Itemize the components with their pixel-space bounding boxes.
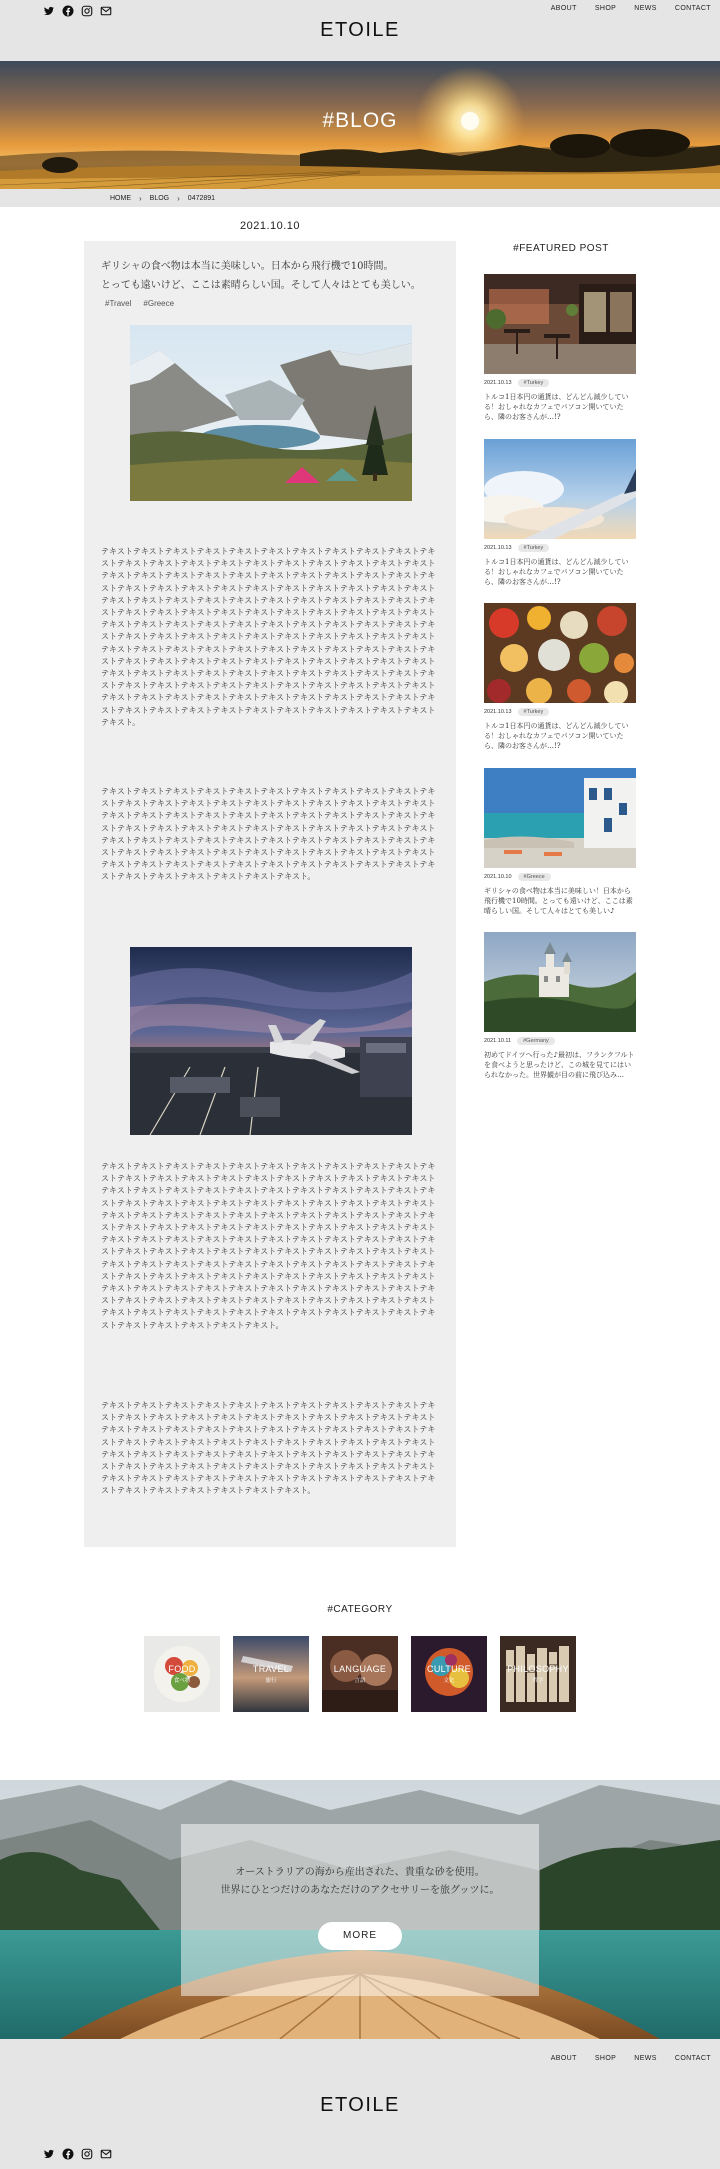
breadcrumb: [110, 194, 215, 203]
category-sub: 食べ物: [173, 1678, 191, 1684]
featured-date: 2021.10.11: [484, 1038, 512, 1044]
footer-nav: [551, 2055, 711, 2062]
category-sub: 哲学: [532, 1678, 544, 1684]
nav-shop[interactable]: SHOP: [594, 2055, 617, 2062]
site-footer: [0, 2039, 720, 2169]
featured-tag[interactable]: #Germany: [517, 1037, 555, 1045]
instagram-icon[interactable]: [80, 4, 93, 17]
twitter-icon[interactable]: [42, 4, 55, 17]
mail-icon[interactable]: [99, 4, 112, 17]
breadcrumb-home[interactable]: HOME: [110, 195, 131, 202]
article-paragraph: テキストテキストテキストテキストテキストテキストテキストテキストテキストテキストテキストテキストテキストテキストテキストテキストテキストテキストテキストテキストテキストテキストテキストテキストテキストテキストテキストテキストテキストテキストテキストテキストテキストテキストテキストテキストテキストテキストテキストテキストテキストテキストテキストテキストテキストテキストテキストテキストテキストテキストテキストテキストテキストテキストテキストテキストテキストテキストテキストテキストテキストテキストテキストテキストテキストテキストテキストテキストテキストテキストテキストテキストテキストテキストテキストテキストテキストテキストテキストテキスト。: [101, 787, 436, 882]
banner-overlay: [181, 1824, 539, 1996]
category-label: LANGUAGE: [333, 1664, 387, 1674]
featured-excerpt[interactable]: ギリシャの食べ物は本当に美味しい！日本から飛行機で10時間。とっても遠いけど、ここは素晴らしい国。そして人々はとても美しい♪: [484, 887, 633, 915]
hero-banner: [0, 61, 720, 189]
category-culture[interactable]: [411, 1636, 487, 1712]
featured-post-card[interactable]: [484, 932, 636, 1080]
featured-post-title: #FEATURED POST: [513, 243, 609, 254]
category-label: PHILOSOPHY: [507, 1664, 569, 1674]
footer-social-links: [42, 2147, 112, 2160]
category-language[interactable]: [322, 1636, 398, 1712]
twitter-icon[interactable]: [42, 2147, 55, 2160]
category-sub: 文化: [443, 1678, 455, 1684]
category-sub: 言語: [354, 1678, 366, 1684]
nav-news[interactable]: NEWS: [634, 2055, 657, 2062]
chevron-right-icon: ›: [139, 194, 142, 203]
breadcrumb-blog[interactable]: BLOG: [149, 195, 170, 202]
featured-meta: [484, 708, 636, 716]
nav-contact[interactable]: CONTACT: [674, 5, 711, 12]
facebook-icon[interactable]: [61, 2147, 74, 2160]
featured-tag[interactable]: #Greece: [518, 873, 551, 881]
greek-coast-image[interactable]: [484, 768, 636, 868]
nav-about[interactable]: ABOUT: [550, 5, 577, 12]
social-links: [42, 4, 112, 17]
article-paragraph: テキストテキストテキストテキストテキストテキストテキストテキストテキストテキストテキストテキストテキストテキストテキストテキストテキストテキストテキストテキストテキストテキストテキストテキストテキストテキストテキストテキストテキストテキストテキストテキストテキストテキストテキストテキストテキストテキストテキストテキストテキストテキストテキストテキストテキストテキストテキストテキストテキストテキストテキストテキストテキストテキストテキストテキストテキストテキストテキストテキストテキストテキストテキストテキストテキストテキストテキストテキストテキストテキストテキストテキストテキストテキストテキストテキストテキストテキストテキストテキストテキストテキストテキストテキストテキストテキストテキストテキストテキストテキストテキストテキストテキストテキストテキストテキストテキストテキストテキストテキストテキストテキストテキストテキストテキストテキストテキストテキストテキストテキストテキストテキストテキストテキストテキストテキストテキストテキストテキストテキストテキストテキストテキストテキストテキストテキストテキストテキストテキストテキストテキストテキストテキストテキストテキストテキストテキストテキストテキストテキストテキストテキストテキストテキストテキストテキストテキストテキスト。: [101, 547, 436, 727]
chevron-right-icon: ›: [177, 194, 180, 203]
airport-sunset-image: [130, 947, 412, 1135]
lead-line-2: とっても遠いけど、ここは素晴らしい国。そして人々はとても美しい。: [101, 280, 421, 291]
featured-post-card[interactable]: [484, 439, 636, 587]
tag-greece[interactable]: #Greece: [143, 299, 175, 308]
featured-date: 2021.10.10: [484, 874, 512, 880]
featured-meta: [484, 544, 636, 552]
food-platter-image[interactable]: [484, 603, 636, 703]
category-label: TRAVEL: [252, 1664, 290, 1674]
nav-about[interactable]: ABOUT: [550, 2055, 577, 2062]
facebook-icon[interactable]: [61, 4, 74, 17]
top-nav: [551, 5, 711, 12]
featured-post-card[interactable]: [484, 274, 636, 422]
featured-meta: [484, 873, 636, 881]
article-paragraph: テキストテキストテキストテキストテキストテキストテキストテキストテキストテキストテキストテキストテキストテキストテキストテキストテキストテキストテキストテキストテキストテキストテキストテキストテキストテキストテキストテキストテキストテキストテキストテキストテキストテキストテキストテキストテキストテキストテキストテキストテキストテキストテキストテキストテキストテキストテキストテキストテキストテキストテキストテキストテキストテキストテキストテキストテキストテキストテキストテキストテキストテキストテキストテキストテキストテキストテキストテキストテキストテキストテキストテキストテキストテキストテキストテキストテキストテキストテキストテキスト。: [101, 1401, 436, 1496]
featured-tag[interactable]: #Turkey: [518, 708, 550, 716]
lead-line-1: ギリシャの食べ物は本当に美味しい。日本から飛行機で10時間。: [101, 261, 394, 272]
nav-shop[interactable]: SHOP: [594, 5, 617, 12]
featured-excerpt[interactable]: 初めてドイツへ行った♪最初は、フランクフルトを食べようと思ったけど、この城を見てにはいられなかった。世界観が目の前に飛び込み…: [484, 1051, 635, 1079]
hero-title: #BLOG: [322, 109, 398, 132]
category-label: CULTURE: [427, 1664, 471, 1674]
tag-travel[interactable]: #Travel: [105, 299, 132, 308]
banner-line-1: オーストラリアの海から産出された、貴重な砂を使用。: [235, 1867, 485, 1878]
mountain-lake-image: [130, 325, 412, 501]
featured-excerpt[interactable]: トルコ1日本円の通貨は、どんどん減少している！おしゃれなカフェでパソコン開いていたら、隣のお客さんが…!?: [484, 393, 629, 421]
more-button[interactable]: MORE: [318, 1922, 402, 1950]
site-header: [0, 0, 720, 61]
airplane-wing-image[interactable]: [484, 439, 636, 539]
category-philosophy[interactable]: [500, 1636, 576, 1712]
mail-icon[interactable]: [99, 2147, 112, 2160]
featured-excerpt[interactable]: トルコ1日本円の通貨は、どんどん減少している！おしゃれなカフェでパソコン開いていたら、隣のお客さんが…!?: [484, 722, 629, 750]
article-paragraph: テキストテキストテキストテキストテキストテキストテキストテキストテキストテキストテキストテキストテキストテキストテキストテキストテキストテキストテキストテキストテキストテキストテキストテキストテキストテキストテキストテキストテキストテキストテキストテキストテキストテキストテキストテキストテキストテキストテキストテキストテキストテキストテキストテキストテキストテキストテキストテキストテキストテキストテキストテキストテキストテキストテキストテキストテキストテキストテキストテキストテキストテキストテキストテキストテキストテキストテキストテキストテキストテキストテキストテキストテキストテキストテキストテキストテキストテキストテキストテキストテキストテキストテキストテキストテキストテキストテキストテキストテキストテキストテキストテキストテキストテキストテキストテキストテキストテキストテキストテキストテキストテキストテキストテキストテキストテキストテキストテキストテキストテキストテキストテキストテキストテキストテキストテキストテキストテキストテキストテキストテキストテキストテキストテキストテキストテキストテキストテキストテキストテキストテキストテキストテキストテキストテキストテキストテキストテキストテキストテキストテキストテキスト。: [101, 1162, 436, 1330]
banner-copy: [0, 1864, 720, 1900]
article-body: [84, 241, 456, 1547]
nav-contact[interactable]: CONTACT: [674, 2055, 711, 2062]
breadcrumb-bar: [0, 189, 720, 207]
site-logo[interactable]: ETOILE: [320, 19, 400, 41]
featured-post-card[interactable]: [484, 768, 636, 916]
category-sub: 旅行: [265, 1678, 277, 1684]
footer-logo[interactable]: ETOILE: [320, 2094, 400, 2116]
featured-post-card[interactable]: [484, 603, 636, 751]
featured-tag[interactable]: #Turkey: [518, 544, 550, 552]
category-food[interactable]: [144, 1636, 220, 1712]
featured-excerpt[interactable]: トルコ1日本円の通貨は、どんどん減少している！おしゃれなカフェでパソコン開いていたら、隣のお客さんが…!?: [484, 558, 629, 586]
banner-line-2: 世界にひとつだけのあなただけのアクセサリーを旅グッツに。: [220, 1885, 500, 1896]
category-travel[interactable]: [233, 1636, 309, 1712]
post-date: 2021.10.10: [239, 220, 301, 232]
featured-date: 2021.10.13: [484, 380, 512, 386]
category-label: FOOD: [168, 1664, 196, 1674]
featured-meta: [484, 379, 636, 387]
article-tags: [105, 299, 174, 308]
featured-date: 2021.10.13: [484, 545, 512, 551]
promo-banner: [0, 1780, 720, 2039]
category-title: #CATEGORY: [327, 1604, 393, 1615]
category-list: [144, 1636, 576, 1712]
featured-meta: [484, 1037, 636, 1045]
breadcrumb-current: 0472891: [187, 195, 216, 202]
castle-image[interactable]: [484, 932, 636, 1032]
cafe-street-image[interactable]: [484, 274, 636, 374]
featured-date: 2021.10.13: [484, 709, 512, 715]
nav-news[interactable]: NEWS: [634, 5, 657, 12]
featured-tag[interactable]: #Turkey: [518, 379, 550, 387]
article-lead: [101, 257, 441, 295]
instagram-icon[interactable]: [80, 2147, 93, 2160]
